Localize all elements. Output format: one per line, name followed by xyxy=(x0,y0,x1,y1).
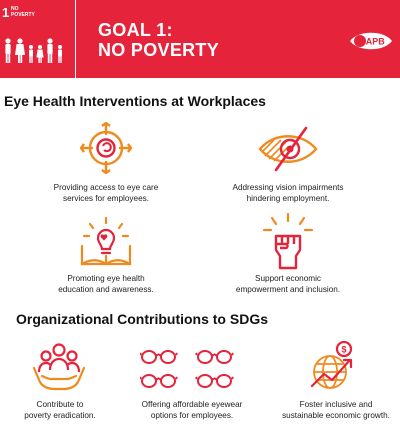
lightbulb-book-icon xyxy=(78,216,134,268)
dollar-sign-icon: $ xyxy=(341,344,347,355)
sdg-1-tile xyxy=(0,0,76,78)
goal-title xyxy=(98,20,219,60)
raised-fist-icon xyxy=(262,212,314,270)
goal-title-line1: GOAL 1: xyxy=(98,20,173,40)
family-icon xyxy=(3,38,65,64)
interventions-heading: Eye Health Interventions at Workplaces xyxy=(4,93,266,109)
eyeglasses-icon xyxy=(140,347,244,391)
intervention-caption-3: Promoting eye health education and awareness. xyxy=(58,274,154,294)
target-crosshair-icon xyxy=(80,122,132,174)
iapb-logo xyxy=(348,28,394,54)
goal-banner xyxy=(0,0,400,78)
hands-people-icon xyxy=(32,340,86,392)
globe-growth-icon xyxy=(308,340,364,392)
contribution-caption-2: Offering affordable eyewear options for employees. xyxy=(141,400,243,420)
sdg-label: NO POVERTY xyxy=(11,6,35,18)
intervention-caption-4: Support economic empowerment and inclusion. xyxy=(235,274,341,294)
contribution-caption-3: Foster inclusive and sustainable economic growth. xyxy=(282,400,390,420)
intervention-caption-2: Addressing vision impairments hindering employment. xyxy=(232,183,344,203)
sdg-number: 1 xyxy=(2,5,10,20)
logo-text: IAPB xyxy=(363,36,385,47)
crossed-eye-icon xyxy=(256,126,320,172)
goal-title-line2: NO POVERTY xyxy=(98,40,220,60)
contributions-heading: Organizational Contributions to SDGs xyxy=(16,311,268,327)
contribution-caption-1: Contribute to poverty eradication. xyxy=(24,400,96,420)
intervention-caption-1: Providing access to eye care services for employees. xyxy=(53,183,159,203)
